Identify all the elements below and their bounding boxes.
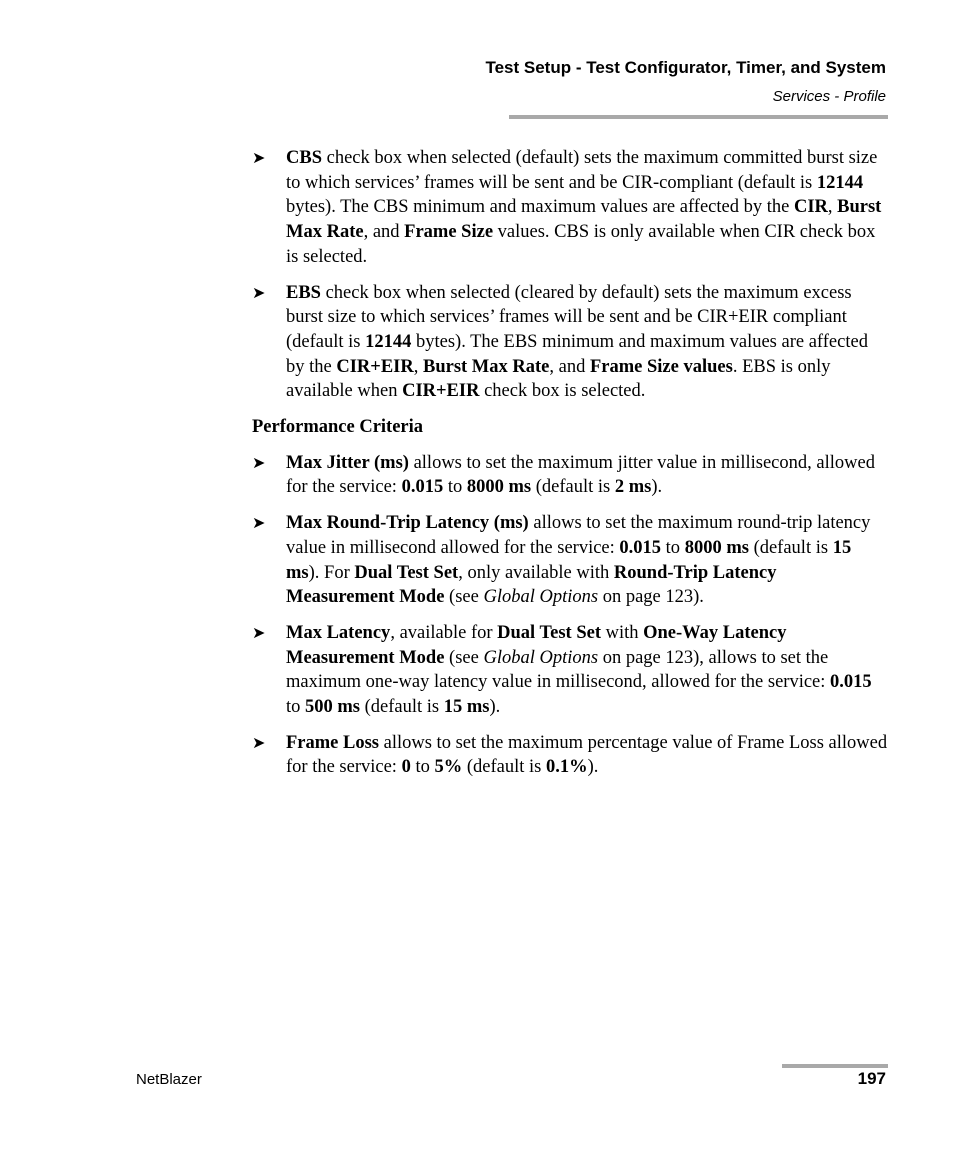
header-rule bbox=[509, 115, 888, 119]
footer-product-name: NetBlazer bbox=[136, 1071, 202, 1088]
cross-reference-global-options[interactable]: Global Options bbox=[483, 647, 599, 668]
section-heading-performance-criteria: Performance Criteria bbox=[252, 417, 424, 438]
cross-reference-global-options[interactable]: Global Options bbox=[483, 587, 599, 608]
arrowhead-right-icon: ➤ bbox=[252, 513, 266, 533]
bullet-max-round-trip-latency: ➤ Max Round-Trip Latency (ms) allows to set the maximum round-trip latency value in millisecond allowed for the service: 0.015 to 8000 ms (default is 15 ms). For Dual Test Set, only available with Round-Trip Latency Measurement Mode (see Global Options on page 123). bbox=[252, 513, 871, 608]
term-max-latency: Max Latency bbox=[286, 622, 391, 643]
term-frame-loss: Frame Loss bbox=[286, 732, 379, 753]
term-max-round-trip-latency: Max Round-Trip Latency (ms) bbox=[286, 513, 529, 534]
footer-rule bbox=[782, 1064, 888, 1068]
term-max-jitter: Max Jitter (ms) bbox=[286, 452, 409, 473]
arrowhead-right-icon: ➤ bbox=[252, 148, 266, 167]
arrowhead-right-icon: ➤ bbox=[252, 282, 266, 302]
page-number: 197 bbox=[857, 1069, 886, 1088]
page-content bbox=[252, 146, 888, 791]
arrowhead-right-icon: ➤ bbox=[252, 622, 266, 642]
arrowhead-right-icon: ➤ bbox=[252, 452, 266, 472]
bullet-frame-loss: ➤ Frame Loss allows to set the maximum percentage value of Frame Loss allowed for the service: 0 to 5% (default is 0.1%). bbox=[252, 732, 888, 778]
running-header-title: Test Setup - Test Configurator, Timer, and System bbox=[485, 58, 886, 77]
term-ebs: EBS bbox=[286, 282, 321, 303]
bullet-cbs: ➤ CBS check box when selected (default) sets the maximum committed burst size to which services’ frames will be sent and be CIR-compliant (default is 12144 bytes). The CBS minimum and maximum values are affected by the CIR, Burst Max Rate, and Frame Size values. CBS is only available when CIR check box is selected. bbox=[252, 148, 882, 267]
running-header-subtitle: Services - Profile bbox=[772, 88, 886, 105]
bullet-ebs: ➤ EBS check box when selected (cleared by default) sets the maximum excess burst size to which services’ frames will be sent and be CIR+EIR compliant (default is 12144 bytes). The EBS minimum and maximum values are affected by the CIR+EIR, Burst Max Rate, and Frame Size values. EBS is only available when CIR+EIR check box is selected. bbox=[252, 282, 868, 402]
bullet-max-latency: ➤ Max Latency, available for Dual Test Set with One-Way Latency Measurement Mode (see Global Options on page 123), allows to set the maximum one-way latency value in millisecond, allowed for the service: 0.015 to 500 ms (default is 15 ms). bbox=[252, 622, 872, 718]
term-cbs: CBS bbox=[286, 148, 322, 168]
arrowhead-right-icon: ➤ bbox=[252, 732, 266, 752]
bullet-max-jitter: ➤ Max Jitter (ms) allows to set the maximum jitter value in millisecond, allowed for the service: 0.015 to 8000 ms (default is 2 ms). bbox=[252, 452, 875, 498]
